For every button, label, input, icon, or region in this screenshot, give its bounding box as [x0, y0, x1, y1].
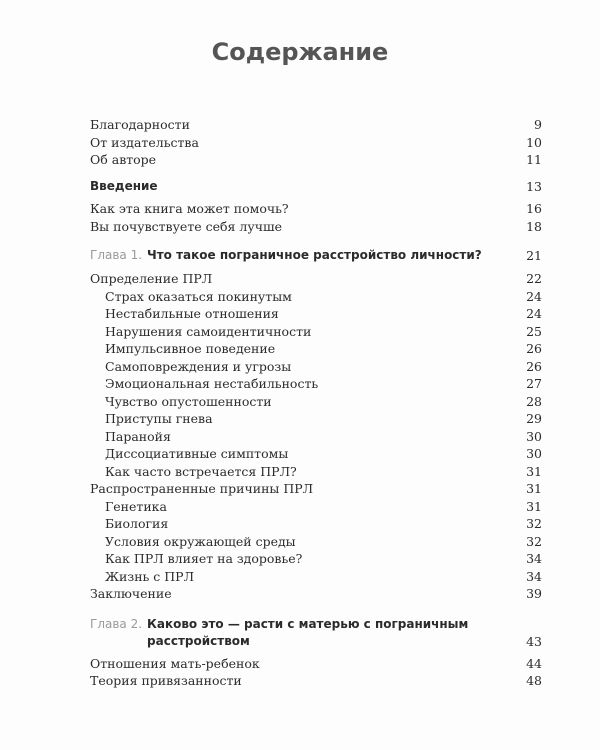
table-of-contents: [90, 116, 542, 690]
entry-page: 16: [526, 201, 542, 216]
entry-label: Теория привязанности: [90, 673, 242, 688]
toc-subsection[interactable]: [90, 498, 542, 516]
toc-subsection[interactable]: [90, 323, 542, 341]
entry-page: 31: [526, 498, 542, 514]
toc-subsection[interactable]: [90, 410, 542, 428]
entry-page: 34: [526, 568, 542, 584]
entry-label: Чувство опустошенности: [105, 393, 272, 409]
toc-subsection[interactable]: [90, 305, 542, 323]
toc-entry-acknowledgements[interactable]: [90, 116, 542, 134]
toc-subsection[interactable]: [90, 393, 542, 411]
entry-page: 25: [526, 323, 542, 339]
chapter-number: Глава 1.: [90, 248, 143, 262]
toc-section[interactable]: [90, 585, 542, 603]
entry-page: 32: [526, 533, 542, 549]
toc-entry-about-author[interactable]: [90, 151, 542, 169]
entry-label: Импульсивное поведение: [105, 341, 276, 356]
toc-subsection[interactable]: [90, 550, 542, 568]
entry-page: 26: [526, 341, 542, 356]
entry-page: 24: [526, 306, 542, 321]
entry-label: Заключение: [90, 586, 172, 601]
entry-label: Вы почувствуете себя лучше: [90, 218, 282, 234]
chapter-number: Глава 2.: [90, 616, 143, 631]
entry-page: 13: [526, 178, 542, 194]
entry-page: 27: [526, 376, 542, 391]
entry-label: Паранойя: [105, 428, 171, 444]
entry-page: 48: [526, 673, 542, 688]
toc-subsection[interactable]: [90, 463, 542, 481]
entry-label: Как часто встречается ПРЛ?: [105, 463, 297, 479]
entry-label: Биология: [105, 516, 169, 531]
toc-entry-introduction[interactable]: [90, 178, 542, 196]
entry-label: Нестабильные отношения: [105, 306, 279, 321]
entry-page: 24: [526, 288, 542, 304]
entry-page: 31: [526, 481, 542, 496]
entry-page: 34: [526, 551, 542, 566]
toc-subsection[interactable]: [90, 358, 542, 376]
toc-chapter-1[interactable]: [90, 247, 542, 264]
entry-label: Условия окружающей среды: [105, 533, 296, 549]
entry-label: Благодарности: [90, 117, 190, 132]
entry-page: 26: [526, 358, 542, 374]
entry-page: 31: [526, 463, 542, 479]
entry-label: Самоповреждения и угрозы: [105, 358, 292, 374]
entry-page: 39: [526, 586, 542, 601]
entry-page: 21: [526, 248, 542, 263]
entry-label: Приступы гнева: [105, 411, 213, 426]
toc-entry-publisher[interactable]: [90, 134, 542, 152]
entry-page: 9: [534, 117, 542, 132]
entry-label: Введение: [90, 178, 158, 193]
entry-label: Диссоциативные симптомы: [105, 446, 289, 461]
toc-subsection[interactable]: [90, 428, 542, 446]
entry-page: 30: [526, 446, 542, 461]
entry-label: От издательства: [90, 134, 199, 150]
toc-subsection[interactable]: [90, 568, 542, 586]
entry-label: Как эта книга может помочь?: [90, 201, 289, 216]
entry-label: Эмоциональная нестабильность: [105, 376, 319, 391]
toc-section[interactable]: [90, 270, 542, 288]
entry-page: 22: [526, 271, 542, 286]
entry-page: 44: [526, 655, 542, 671]
toc-subsection[interactable]: [90, 445, 542, 463]
entry-label: Отношения мать-ребенок: [90, 655, 260, 671]
entry-label: Как ПРЛ влияет на здоровье?: [105, 551, 303, 566]
entry-page: 28: [526, 393, 542, 409]
toc-section[interactable]: [90, 480, 542, 498]
toc-section[interactable]: [90, 672, 542, 690]
toc-subsection[interactable]: [90, 515, 542, 533]
toc-subsection[interactable]: [90, 533, 542, 551]
entry-page: 11: [526, 152, 542, 167]
chapter-title: Каково это — расти с матерью с пограничным расстройством: [147, 616, 469, 648]
entry-label: Об авторе: [90, 152, 157, 167]
entry-page: 30: [526, 428, 542, 444]
toc-chapter-2[interactable]: [90, 616, 542, 650]
entry-label: Нарушения самоидентичности: [105, 323, 312, 339]
page-title: Содержание: [211, 38, 389, 66]
entry-label: Распространенные причины ПРЛ: [90, 481, 314, 496]
toc-entry[interactable]: [90, 218, 542, 236]
entry-label: Генетика: [105, 498, 167, 514]
toc-subsection[interactable]: [90, 375, 542, 393]
toc-subsection[interactable]: [90, 288, 542, 306]
toc-subsection[interactable]: [90, 340, 542, 358]
entry-page: 10: [526, 134, 542, 150]
entry-page: 18: [526, 218, 542, 234]
toc-entry[interactable]: [90, 200, 542, 218]
entry-label: Определение ПРЛ: [90, 271, 213, 286]
toc-section[interactable]: [90, 655, 542, 673]
entry-page: 29: [526, 411, 542, 426]
chapter-title: Что такое пограничное расстройство личности?: [147, 248, 482, 262]
entry-page: 43: [526, 633, 542, 649]
entry-page: 32: [526, 516, 542, 531]
entry-label: Жизнь с ПРЛ: [105, 568, 195, 584]
entry-label: Страх оказаться покинутым: [105, 288, 292, 304]
